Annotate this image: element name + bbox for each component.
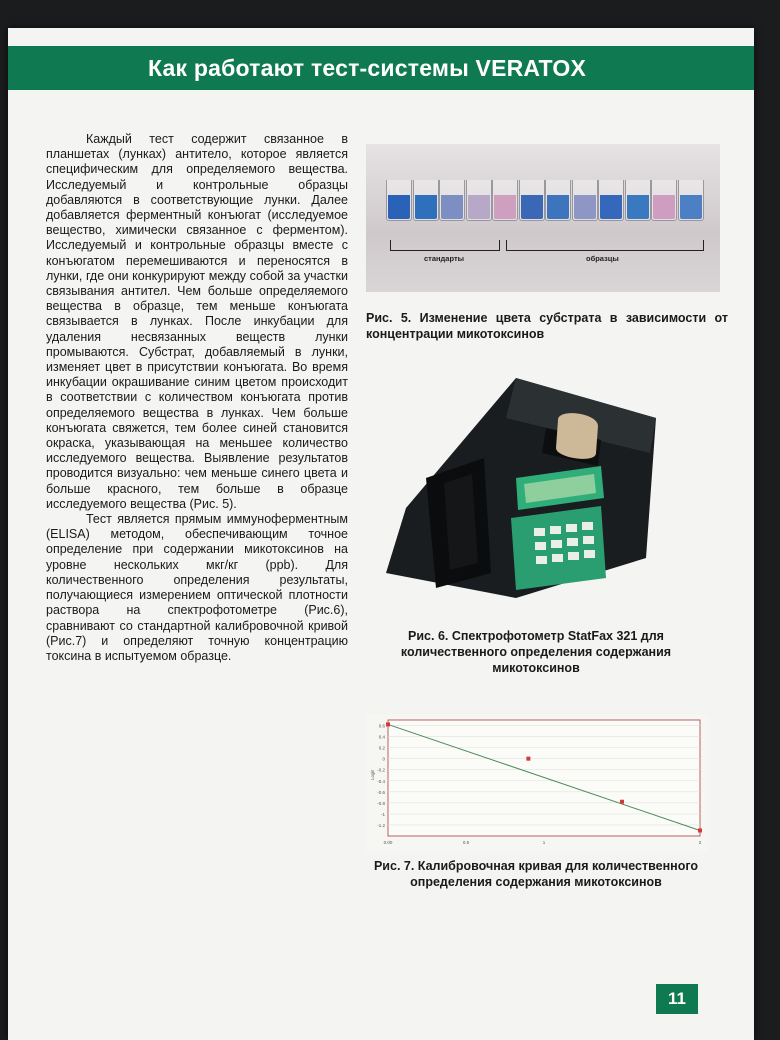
x-tick-label: 0.00 <box>383 840 393 845</box>
beaker-liquid <box>415 195 437 219</box>
beaker <box>466 180 492 221</box>
page-title: Как работают тест-системы VERATOX <box>148 55 586 81</box>
calibration-chart <box>366 714 708 852</box>
beaker-liquid <box>627 195 649 219</box>
data-point <box>386 722 390 726</box>
y-tick-label: 0.6 <box>378 723 385 729</box>
beaker-liquid <box>468 195 490 219</box>
y-tick-label: -0.8 <box>377 800 385 806</box>
document-page <box>8 28 754 1040</box>
data-point <box>698 828 702 832</box>
standards-bracket <box>390 240 500 251</box>
paragraph-1: Каждый тест содержит связанное в планшетах (лунках) антитело, которое является специфическим для определяемого вещества. Исследуемый и контрольные образцы добавляются в соответствующие лунки. Далее добавляется ферментный конъюгат (исследуемое вещество, химически связанное с ферментом). Исследуемый и контрольные образцы вместе с конъюгатом перемешиваются и переносятся в лунки, где они конкурируют между собой за участки связывания антител. Чем больше определяемого вещества в образце, тем меньше конъюгата связывается в лунках. После инкубации для удаления несвязанных веществ лунки промываются. Субстрат, добавляемый в лунки, изменяет цвет в присутствии конъюгата. Во время инкубации окрашивание синим цветом происходит в соответствии с количеством конъюгата против определяемого вещества в лунках. Чем больше конъюгата свяжется, тем более синей становится окраска, указывающая на меньшее количество исследуемого вещества. Выявление результатов проводится визуально: чем меньше синего цвета и больше красного, тем больше в образце исследуемого вещества (Рис. 5). <box>46 132 348 511</box>
figure-5-caption: Рис. 5. Изменение цвета субстрата в зависимости от концентрации микотоксинов <box>366 311 728 341</box>
beaker-liquid <box>600 195 622 219</box>
beaker-liquid <box>441 195 463 219</box>
y-tick-label: -1 <box>380 811 385 817</box>
y-tick-label: -0.6 <box>377 789 385 795</box>
beaker <box>519 180 545 221</box>
y-tick-label: 0.4 <box>378 734 385 740</box>
x-tick-label: 1 <box>542 840 546 845</box>
beaker-liquid <box>388 195 410 219</box>
samples-bracket <box>506 240 704 251</box>
beaker <box>413 180 439 221</box>
beaker-liquid <box>494 195 516 219</box>
x-tick-label: 0.5 <box>462 840 470 845</box>
beaker <box>572 180 598 221</box>
y-tick-label: -1.2 <box>377 822 385 828</box>
beaker <box>678 180 704 221</box>
beakers-photo <box>366 144 720 292</box>
beaker <box>625 180 651 221</box>
body-text <box>46 132 348 664</box>
data-point <box>620 800 624 804</box>
paragraph-2: Тест является прямым иммуноферментным (ELISA) методом, обеспечивающим точное определение при содержании микотоксинов на уровне нескольких мкг/кг (ppb). Для количественного определения результаты, получающиеся измерением оптической плотности раствора на спектрофотометре (Рис.6), сравнивают со стандартной калибровочной кривой (Рис.7) и определяют точную концентрацию токсина в испытуемом образце. <box>46 512 348 663</box>
y-tick-label: 0 <box>382 756 385 762</box>
spectrophotometer-photo <box>366 358 666 598</box>
page-number: 11 <box>656 984 698 1014</box>
beaker-liquid <box>521 195 543 219</box>
standards-label: стандарты <box>424 254 465 263</box>
beaker <box>492 180 518 221</box>
beaker-liquid <box>680 195 702 219</box>
y-tick-label: 0.2 <box>378 745 385 751</box>
samples-label: образцы <box>586 254 619 263</box>
beaker <box>598 180 624 221</box>
beaker <box>439 180 465 221</box>
beaker-liquid <box>653 195 675 219</box>
figure-6-caption: Рис. 6. Спектрофотометр StatFax 321 для количественного определения содержания микотоксинов <box>400 629 672 675</box>
x-tick-label: 2 <box>698 840 702 845</box>
beaker <box>651 180 677 221</box>
data-point <box>526 757 530 761</box>
beaker-liquid <box>547 195 569 219</box>
header-bar <box>8 46 754 90</box>
y-tick-label: -0.2 <box>377 767 385 773</box>
beaker <box>545 180 571 221</box>
y-tick-label: -0.4 <box>377 778 385 784</box>
y-axis-label: Logit <box>370 770 375 780</box>
figure-7-caption: Рис. 7. Калибровочная кривая для количественного определения содержания микотоксинов <box>373 859 699 889</box>
beaker-liquid <box>574 195 596 219</box>
beaker <box>386 180 412 221</box>
